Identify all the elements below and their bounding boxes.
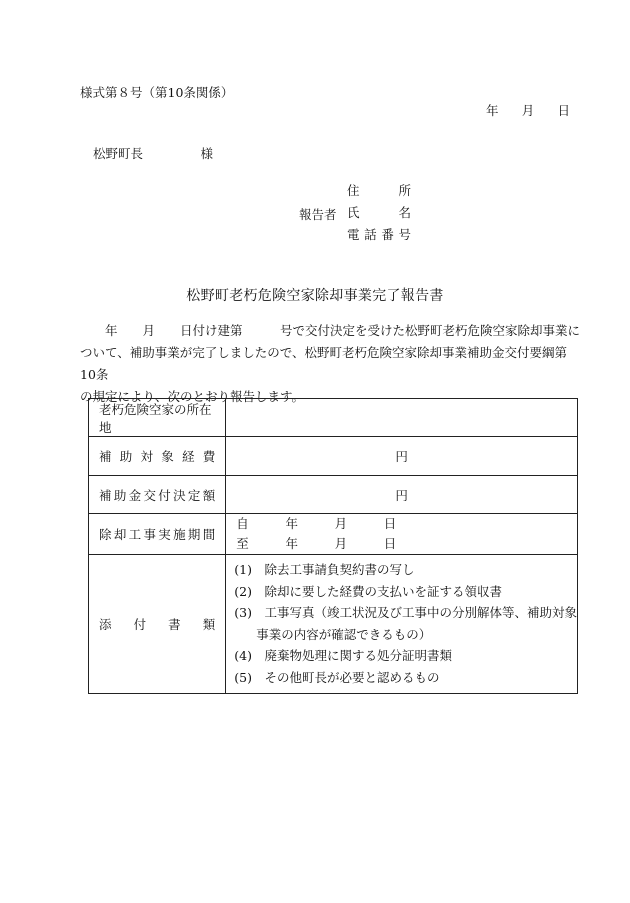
period-to-line xyxy=(236,534,396,554)
label-char: 補 xyxy=(99,449,112,464)
label-char: 金 xyxy=(128,487,142,503)
attachment-item-continuation: 事業の内容が確認できるもの） xyxy=(256,626,432,642)
field-char: 話 xyxy=(364,227,377,242)
grant-value-cell[interactable] xyxy=(226,476,578,514)
field-char: 名 xyxy=(398,205,411,220)
location-label-cell xyxy=(89,399,226,437)
document-title: 松野町老朽危険空家除却事業完了報告書 xyxy=(186,288,444,304)
label-char: 期 xyxy=(187,527,201,542)
label-char: 類 xyxy=(202,616,216,632)
reporter-fields xyxy=(347,182,411,248)
attachments-cell xyxy=(226,555,578,694)
field-char: 住 xyxy=(347,183,360,198)
label-char: 施 xyxy=(173,527,186,542)
date-year-char: 年 xyxy=(486,103,499,118)
cost-label-cell xyxy=(89,437,226,476)
body-line: の規定により、次のとおり報告します。 xyxy=(80,389,305,404)
label-char: 補 xyxy=(99,487,112,503)
label-char: 工 xyxy=(128,527,142,542)
label-char: 決 xyxy=(173,487,186,503)
period-char: 自 xyxy=(236,516,249,531)
attachment-item: (3) 工事写真（竣工状況及び工事中の分別解体等、補助対象 xyxy=(234,605,577,621)
label-char: 実 xyxy=(158,527,171,542)
field-char: 番 xyxy=(381,227,394,242)
attach-label xyxy=(89,615,225,633)
body-line: 年 月 日付け建第 号で交付決定を受けた松野町老朽危険空家除却事業に xyxy=(80,323,581,338)
field-char: 氏 xyxy=(347,205,360,220)
table-row xyxy=(89,514,578,555)
addressee xyxy=(93,144,213,162)
cost-label xyxy=(89,447,225,465)
addressee-name: 松野町長 xyxy=(93,146,144,161)
table-row xyxy=(89,476,578,514)
label-char: 費 xyxy=(202,449,216,464)
location-label: 老朽危険空家の所在地 xyxy=(99,401,212,435)
period-char: 至 xyxy=(236,536,249,551)
period-char: 日 xyxy=(383,516,397,531)
label-char: 助 xyxy=(119,449,133,464)
attach-label-cell xyxy=(89,555,226,694)
period-label-cell xyxy=(89,514,226,555)
period-from-line xyxy=(236,514,396,534)
period-label xyxy=(89,525,225,543)
reporter-name-field xyxy=(347,204,411,226)
table-row xyxy=(89,437,578,476)
period-char: 年 xyxy=(285,536,298,551)
label-char: 象 xyxy=(161,449,174,464)
attachment-item: (4) 廃棄物処理に関する処分証明書類 xyxy=(234,648,452,664)
table-row xyxy=(89,555,578,694)
cost-value-cell[interactable] xyxy=(226,437,578,476)
reporter-label: 報告者 xyxy=(299,207,337,222)
label-char: 除 xyxy=(99,527,112,542)
period-char: 月 xyxy=(334,536,348,551)
reporter-address-field xyxy=(347,182,411,204)
location-value-cell[interactable] xyxy=(226,399,578,437)
label-char: 経 xyxy=(182,449,195,464)
yen-unit: 円 xyxy=(395,487,408,503)
label-char: 付 xyxy=(158,487,171,503)
table-row xyxy=(89,399,578,437)
period-char: 日 xyxy=(383,536,397,551)
label-char: 定 xyxy=(187,487,201,503)
label-char: 添 xyxy=(99,616,112,632)
label-char: 却 xyxy=(113,527,127,542)
label-char: 付 xyxy=(133,616,147,632)
attachment-item: (1) 除去工事請負契約書の写し xyxy=(234,562,415,577)
label-char: 額 xyxy=(202,487,216,503)
label-char: 書 xyxy=(168,616,181,632)
date-line xyxy=(486,101,570,119)
date-day-char: 日 xyxy=(557,103,570,118)
field-char: 号 xyxy=(398,227,411,242)
period-value-cell[interactable] xyxy=(226,514,578,555)
label-char: 交 xyxy=(143,487,156,503)
body-line: ついて、補助事業が完了しましたので、松野町老朽危険空家除却事業補助金交付要綱第10条 xyxy=(80,345,568,382)
report-table xyxy=(88,398,578,694)
addressee-honorific: 様 xyxy=(200,146,213,161)
body-paragraph xyxy=(80,320,580,408)
label-char: 助 xyxy=(113,487,127,503)
reporter-phone-field xyxy=(347,226,411,248)
grant-label-cell xyxy=(89,476,226,514)
field-char: 所 xyxy=(398,183,411,198)
label-char: 間 xyxy=(202,527,216,542)
label-char: 対 xyxy=(140,449,154,464)
grant-label xyxy=(89,486,225,504)
period-char: 年 xyxy=(285,516,298,531)
period-char: 月 xyxy=(334,516,348,531)
field-char: 電 xyxy=(347,227,360,242)
date-month-char: 月 xyxy=(521,103,535,118)
yen-unit: 円 xyxy=(395,449,408,464)
form-number: 様式第８号（第10条関係） xyxy=(80,85,234,100)
attachment-item: (2) 除却に要した経費の支払いを証する領収書 xyxy=(234,583,502,599)
attachment-item: (5) その他町長が必要と認めるもの xyxy=(234,669,440,685)
label-char: 事 xyxy=(143,527,156,542)
